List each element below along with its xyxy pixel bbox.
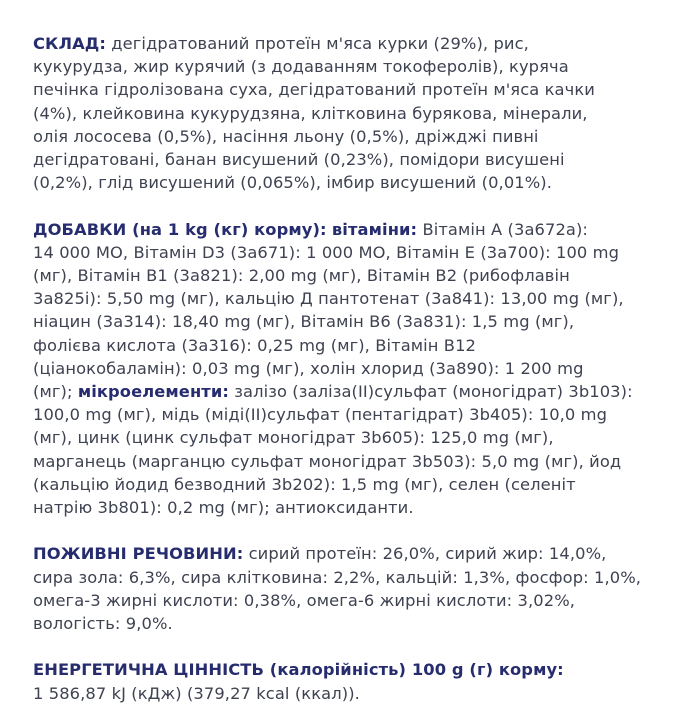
additives-line: (ціанокобаламін): 0,03 mg (мг), холін хлорид (3а890): 1 200 mg — [33, 358, 584, 378]
additives-heading: ДОБАВКИ (на 1 kg (кг) корму): — [33, 219, 327, 239]
composition-line: (4%), клейковина кукурудзяна, клітковина бурякова, мінерали, — [33, 103, 588, 123]
additives-line — [33, 380, 673, 403]
composition-line: олія лососева (0,5%), насіння льону (0,5%), дріжджі пивні — [33, 126, 539, 146]
additives-line: натрію 3b801): 0,2 mg (мг); антиоксиданти. — [33, 498, 414, 518]
additives-section — [33, 218, 673, 520]
additives-line: (мг), Вітамін В1 (3а821): 2,00 mg (мг), Вітамін В2 (рибофлавін — [33, 266, 570, 286]
additives-line: 14 000 МО, Вітамін D3 (3а671): 1 000 МО, Вітамін Е (3а700): 100 mg — [33, 242, 620, 262]
energy-heading: ЕНЕРГЕТИЧНА ЦІННІСТЬ (калорійність) 100 g (г) корму: — [33, 660, 564, 680]
composition-text: дегідратований протеїн м'яса курки (29%), рис, — [106, 34, 529, 53]
additives-line: марганець (марганцю сульфат моногідрат 3b503): 5,0 mg (мг), йод — [33, 451, 622, 471]
composition-line: кукурудза, жир курячий (з додаванням токоферолів), куряча — [33, 57, 569, 77]
nutrients-heading: ПОЖИВНІ РЕЧОВИНИ: — [33, 544, 244, 564]
energy-line — [33, 658, 673, 681]
nutrients-line: омега-3 жирні кислоти: 0,38%, омега-6 жирні кислоти: 3,02%, — [33, 590, 576, 610]
additives-line: (мг), цинк (цинк сульфат моногідрат 3b605): 125,0 mg (мг), — [33, 428, 554, 448]
energy-section — [33, 658, 673, 704]
additives-line: 3а825і): 5,50 mg (мг), кальцію Д пантотенат (3а841): 13,00 mg (мг), — [33, 289, 624, 309]
composition-line: дегідратовані, банан висушений (0,23%), помідори висушені — [33, 150, 565, 170]
additives-line: 100,0 mg (мг), мідь (міді(ІІ)сульфат (пентагідрат) 3b405): 10,0 mg — [33, 405, 608, 425]
micro-label: мікроелементи: — [77, 382, 229, 402]
composition-heading: СКЛАД: — [33, 34, 106, 53]
composition-line: (0,2%), глід висушений (0,065%), імбир висушений (0,01%). — [33, 173, 553, 193]
vitamins-label: вітаміни: — [331, 219, 418, 239]
energy-value: 1 586,87 kJ (кДж) (379,27 kcal (ккал)). — [33, 683, 360, 703]
additives-line: (кальцію йодид безводний 3b202): 1,5 mg (мг), селен (селеніт — [33, 474, 576, 494]
nutrients-line: сира зола: 6,3%, сира клітковина: 2,2%, кальцій: 1,3%, фосфор: 1,0%, — [33, 567, 642, 587]
product-label-text — [33, 32, 673, 705]
additives-line: фолієва кислота (3а316): 0,25 mg (мг), Вітамін В12 — [33, 335, 476, 355]
nutrients-line: вологість: 9,0%. — [33, 614, 173, 634]
additives-line: ніацин (3а314): 18,40 mg (мг), Вітамін В6 (3а831): 1,5 mg (мг), — [33, 312, 575, 332]
composition-line — [33, 32, 673, 55]
additives-line — [33, 218, 673, 241]
additives-text: Вітамін А (3а672а): — [417, 219, 589, 239]
micro-prefix: (мг); — [33, 382, 78, 402]
nutrients-section — [33, 542, 673, 635]
nutrients-line — [33, 542, 673, 565]
nutrients-text: сирий протеїн: 26,0%, сирий жир: 14,0%, — [243, 544, 607, 564]
composition-line: печінка гідролізована суха, дегідратований протеїн м'яса качки — [33, 80, 595, 100]
micro-text: залізо (заліза(ІІ)сульфат (моногідрат) 3b103): — [228, 382, 633, 402]
composition-section — [33, 32, 673, 194]
